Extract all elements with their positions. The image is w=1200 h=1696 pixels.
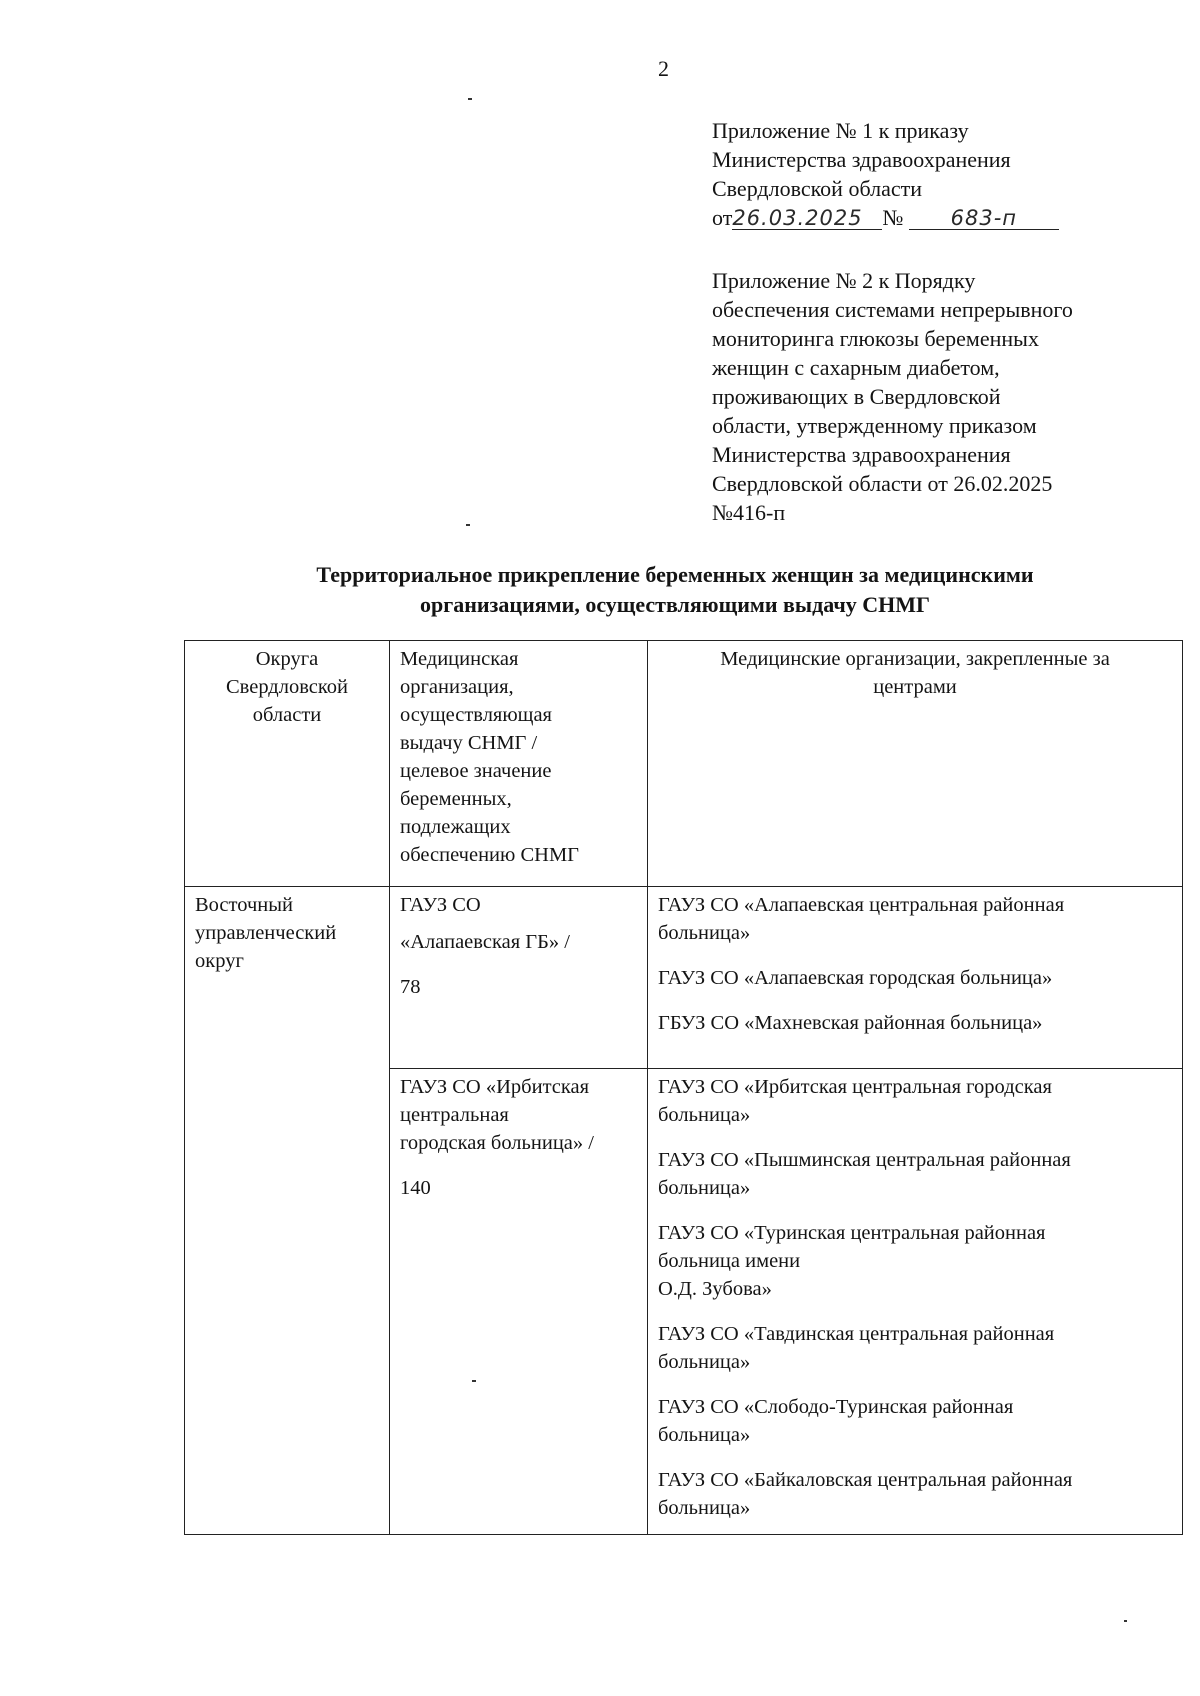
annex-1-line: Приложение № 1 к приказу <box>712 118 969 143</box>
handwritten-date: 26.03.2025 <box>732 207 882 230</box>
document-title <box>180 560 1170 620</box>
attached-org: ГАУЗ СО «Байкаловская центральная районная больница» <box>658 1469 1073 1519</box>
annex-2-line: проживающих в Свердловской <box>712 384 1001 409</box>
attachment-table <box>184 640 1183 1535</box>
annex-1-header <box>712 116 1172 232</box>
attached-org: ГАУЗ СО «Ирбитская центральная городская больница» <box>658 1076 1052 1126</box>
number-prefix: № <box>882 205 904 230</box>
center-target-value: 140 <box>400 1177 431 1199</box>
attached-org: ГАУЗ СО «Алапаевская центральная районная больница» <box>658 894 1065 944</box>
attached-orgs-cell <box>648 887 1183 1069</box>
annex-1-date-line <box>712 203 1172 232</box>
annex-2-line: Приложение № 2 к Порядку <box>712 268 976 293</box>
scan-speck <box>466 524 470 526</box>
annex-2-line: Министерства здравоохранения <box>712 442 1011 467</box>
title-line: организациями, осуществляющими выдачу СНМГ <box>419 592 931 617</box>
header-issuing-organization: Медицинская организация, осуществляющая выдачу СНМГ / целевое значение беременных, подлежащих обеспечению СНМГ <box>390 641 648 887</box>
page-number: 2 <box>658 56 669 81</box>
center-org-name: «Алапаевская ГБ» / <box>400 931 570 953</box>
attached-org: ГБУЗ СО «Махневская районная больница» <box>658 1012 1043 1034</box>
attached-org: ГАУЗ СО «Туринская центральная районная больница имени О.Д. Зубова» <box>658 1222 1046 1300</box>
header-attached-organizations: Медицинские организации, закрепленные за центрами <box>648 641 1183 887</box>
table-header-row <box>185 641 1183 887</box>
annex-2-line: обеспечения системами непрерывного <box>712 297 1073 322</box>
center-target-value: 78 <box>400 976 421 998</box>
attached-org: ГАУЗ СО «Слободо-Туринская районная больница» <box>658 1396 1014 1446</box>
scan-speck <box>468 98 472 100</box>
center-org-name: городская больница» / <box>400 1132 594 1154</box>
attached-org: ГАУЗ СО «Алапаевская городская больница» <box>658 967 1053 989</box>
center-org-name: ГАУЗ СО «Ирбитская <box>400 1076 590 1098</box>
table-row <box>185 887 1183 1069</box>
center-org-name: центральная <box>400 1104 509 1126</box>
annex-2-line: мониторинга глюкозы беременных <box>712 326 1039 351</box>
annex-1-line: Свердловской области <box>712 176 922 201</box>
center-cell <box>390 1069 648 1535</box>
annex-2-line: №416-п <box>712 500 786 525</box>
annex-2-header <box>712 266 1172 527</box>
attached-org: ГАУЗ СО «Тавдинская центральная районная больница» <box>658 1323 1055 1373</box>
annex-2-line: области, утвержденному приказом <box>712 413 1037 438</box>
attached-org: ГАУЗ СО «Пышминская центральная районная больница» <box>658 1149 1071 1199</box>
annex-2-line: женщин с сахарным диабетом, <box>712 355 1000 380</box>
annex-1-line: Министерства здравоохранения <box>712 147 1011 172</box>
annex-2-line: Свердловской области от 26.02.2025 <box>712 471 1053 496</box>
attached-orgs-cell <box>648 1069 1183 1535</box>
center-org-name: ГАУЗ СО <box>400 894 481 916</box>
scan-speck <box>1124 1620 1127 1622</box>
title-line: Территориальное прикрепление беременных женщин за медицинскими <box>316 562 1034 587</box>
center-cell <box>390 887 648 1069</box>
scan-speck <box>472 1380 476 1382</box>
district-cell: Восточный управленческий округ <box>185 887 390 1535</box>
handwritten-order-number: 683-п <box>909 207 1059 230</box>
date-prefix: от <box>712 205 733 230</box>
header-districts: Округа Свердловской области <box>185 641 390 887</box>
